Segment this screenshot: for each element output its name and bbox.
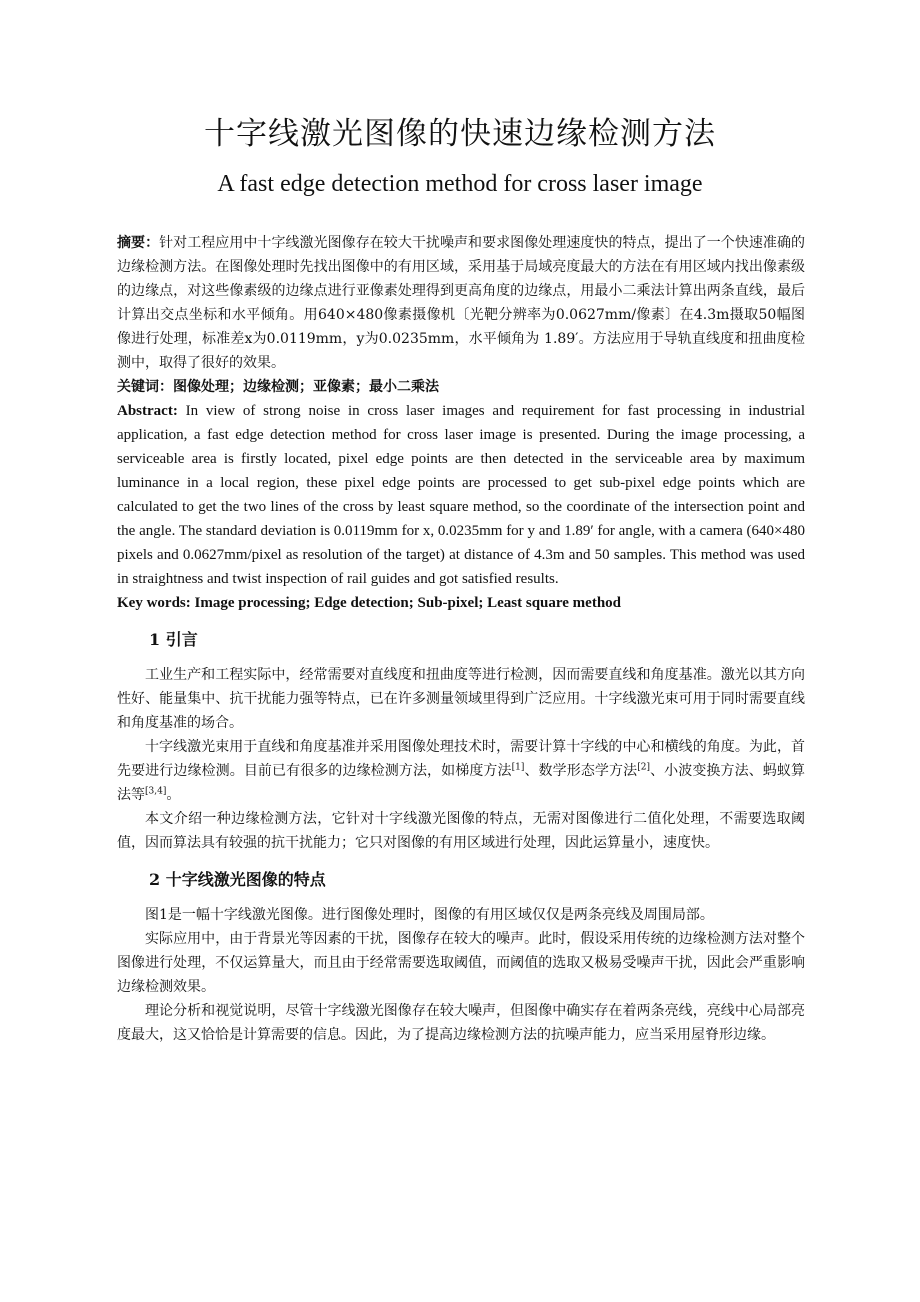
s1p2-text-a: 十字线激光束用于直线和角度基准并采用图像处理技术时，需要计算十字线的中心和横线的角度。为此，首先要进行边缘检测。目前已有很多的边缘检测方法，如梯度方法: [117, 739, 805, 779]
abstract-en-text: In view of strong noise in cross laser images and requirement for fast processing in industrial application, a fast edge detection method for cross laser image is presented. During the image processing, a serviceable area is firstly located, pixel edge points are then detected in the serviceable area by maximum luminance in a local region, these pixel edge points are processed to get sub-pixel edge points which are calculated to get the two lines of the cross by least square method, so the coordinate of the intersection point and the angle. The standard deviation is 0.0119mm for x, 0.0235mm for y and 1.89′ for angle, with a camera (640×480 pixels and 0.0627mm/pixel as resolution of the target) at distance of 4.3m and 50 samples. This method was used in straightness and twist inspection of rail guides and got satisfied results.: [117, 403, 805, 587]
section1-paragraph-2: [117, 735, 805, 807]
paper-body: [117, 231, 805, 1047]
keywords-chinese: 关键词：图像处理；边缘检测；亚像素；最小二乘法: [117, 379, 439, 395]
keywords-english: Key words: Image processing; Edge detection; Sub-pixel; Least square method: [117, 595, 622, 611]
abstract-cn-label: 摘要：: [117, 235, 160, 251]
citation-2: [2]: [637, 762, 650, 773]
title-english: A fast edge detection method for cross laser image: [217, 171, 703, 197]
section-heading-introduction: 1 引言: [149, 630, 198, 649]
section2-paragraph-2: 实际应用中，由于背景光等因素的干扰，图像存在较大的噪声。此时，假设采用传统的边缘检测方法对整个图像进行处理，不仅运算量大，而且由于经常需要选取阈值，而阈值的选取又极易受噪声干扰，因此会严重影响边缘检测效果。: [117, 931, 805, 995]
abstract-chinese: [117, 231, 805, 375]
abstract-en-label: Abstract:: [117, 403, 178, 419]
abstract-cn-text: 针对工程应用中十字线激光图像存在较大干扰噪声和要求图像处理速度快的特点，提出了一个快速准确的边缘检测方法。在图像处理时先找出图像中的有用区域，采用基于局域亮度最大的方法在有用区域内找出像素级的边缘点，对这些像素级的边缘点进行亚像素处理得到更高角度的边缘点，用最小二乘法计算出两条直线，最后计算出交点坐标和水平倾角。用640×480像素摄像机〔光靶分辨率为0.0627mm/像素〕在4.3m摄取50幅图像进行处理，标准差x为0.0119mm，y为0.0235mm，水平倾角为 1.89′。方法应用于导轨直线度和扭曲度检测中，取得了很好的效果。: [117, 235, 805, 371]
citation-3-4: [3,4]: [145, 786, 167, 797]
title-chinese: 十字线激光图像的快速边缘检测方法: [204, 116, 716, 152]
section2-paragraph-1: 图1是一幅十字线激光图像。进行图像处理时，图像的有用区域仅仅是两条亮线及周围局部。: [145, 907, 714, 923]
s1p2-text-d: 。: [166, 787, 181, 803]
section1-paragraph-3: 本文介绍一种边缘检测方法，它针对十字线激光图像的特点，无需对图像进行二值化处理，不需要选取阈值，因而算法具有较强的抗干扰能力；它只对图像的有用区域进行处理，因此运算量小，速度快。: [117, 811, 805, 851]
section1-paragraph-1: 工业生产和工程实际中，经常需要对直线度和扭曲度等进行检测，因而需要直线和角度基准。激光以其方向性好、能量集中、抗干扰能力强等特点，已在许多测量领域里得到广泛应用。十字线激光束可用于同时需要直线和角度基准的场合。: [117, 667, 805, 731]
section-heading-features: 2 十字线激光图像的特点: [149, 870, 326, 889]
citation-1: [1]: [511, 762, 525, 773]
abstract-english: [117, 399, 805, 591]
s1p2-text-b: 、数学形态学方法: [524, 763, 638, 779]
section2-paragraph-3: 理论分析和视觉说明，尽管十字线激光图像存在较大噪声，但图像中确实存在着两条亮线，亮线中心局部亮度最大，这又恰恰是计算需要的信息。因此，为了提高边缘检测方法的抗噪声能力，应当采用屋脊形边缘。: [117, 1003, 805, 1043]
s1p2-text-c: 、小波变换方法、蚂蚁算法等: [117, 763, 805, 803]
